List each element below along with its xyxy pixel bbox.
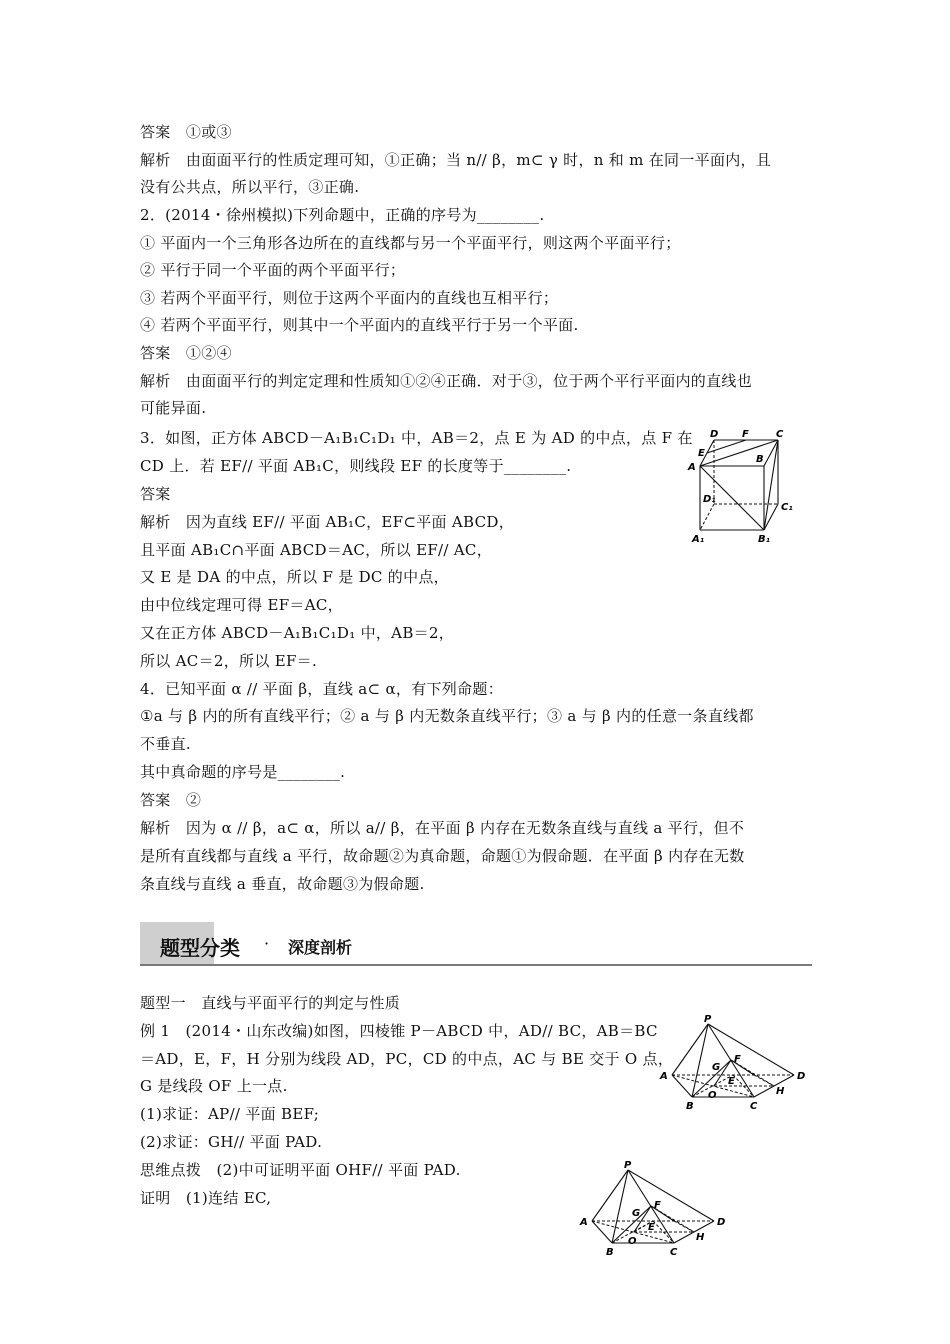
example-1-line2: ＝AD，E，F，H 分别为线段 AD，PC，CD 的中点，AC 与 BE 交于 O 点， bbox=[140, 1050, 674, 1068]
analysis-3-line1: 解析 因为直线 EF// 平面 AB₁C，EF⊂平面 ABCD， bbox=[140, 513, 515, 531]
answer-4: 答案 ② bbox=[140, 791, 202, 809]
q2-option-4: ④ 若两个平面平行，则其中一个平面内的直线平行于另一个平面. bbox=[140, 316, 579, 334]
section-banner bbox=[140, 922, 812, 966]
analysis-4-line2: 是所有直线都与直线 a 平行，故命题②为真命题，命题①为假命题．在平面 β 内存在无数 bbox=[140, 847, 745, 865]
q2-option-2: ② 平行于同一个平面的两个平面平行； bbox=[140, 261, 406, 279]
example-1-line3: G 是线段 OF 上一点. bbox=[140, 1077, 288, 1095]
pyr1-label-E: E bbox=[728, 1076, 735, 1087]
q2-option-1: ① 平面内一个三角形各边所在的直线都与另一个平面平行，则这两个平面平行； bbox=[140, 234, 681, 252]
pyr2-label-D: D bbox=[717, 1217, 726, 1228]
cube-label-A: A bbox=[688, 462, 696, 473]
q4-statements-line1: ①a 与 β 内的所有直线平行；② a 与 β 内无数条直线平行；③ a 与 β 内的任意一条直线都 bbox=[140, 707, 754, 725]
cube-label-D: D bbox=[710, 429, 719, 440]
pyr2-label-H: H bbox=[696, 1232, 705, 1243]
answer-3: 答案 bbox=[140, 485, 171, 503]
section-banner-rule bbox=[140, 964, 812, 966]
analysis-2-line2: 可能异面. bbox=[140, 399, 207, 417]
example-1-line1: 例 1 (2014・山东改编)如图，四棱锥 P－ABCD 中，AD// BC，AB＝BC bbox=[140, 1022, 658, 1040]
pyr1-label-B: B bbox=[686, 1101, 694, 1112]
cube-label-B1: B₁ bbox=[758, 534, 771, 545]
q4-statements-line2: 不垂直. bbox=[140, 735, 191, 753]
analysis-2-line1: 解析 由面面平行的判定定理和性质知①②④正确．对于③，位于两个平行平面内的直线也 bbox=[140, 372, 753, 390]
pyr2-label-C: C bbox=[670, 1247, 678, 1258]
cube-label-C1: C₁ bbox=[781, 502, 793, 513]
question-3-line2: CD 上．若 EF// 平面 AB₁C，则线段 EF 的长度等于________. bbox=[140, 457, 572, 475]
pyramid-figure-1 bbox=[658, 1012, 810, 1112]
pyr2-label-F: F bbox=[654, 1200, 661, 1211]
answer-2: 答案 ①②④ bbox=[140, 344, 232, 362]
analysis-1-line2: 没有公共点，所以平行，③正确. bbox=[140, 178, 360, 196]
cube-label-C: C bbox=[776, 429, 784, 440]
pyr1-label-O: O bbox=[708, 1090, 717, 1101]
question-4: 4．已知平面 α // 平面 β，直线 a⊂ α，有下列命题： bbox=[140, 680, 504, 698]
cube-figure bbox=[684, 428, 804, 548]
pyr1-label-D: D bbox=[797, 1071, 806, 1082]
pyr2-label-O: O bbox=[628, 1236, 637, 1247]
pyramid-figure-2 bbox=[578, 1158, 730, 1258]
pyr1-label-C: C bbox=[750, 1101, 758, 1112]
pyr1-label-A: A bbox=[660, 1071, 668, 1082]
q4-question: 其中真命题的序号是________. bbox=[140, 763, 346, 781]
analysis-3-line5: 又在正方体 ABCD－A₁B₁C₁D₁ 中，AB＝2， bbox=[140, 624, 455, 642]
proof-start: 证明 (1)连结 EC, bbox=[140, 1189, 272, 1207]
pyr1-label-H: H bbox=[776, 1086, 785, 1097]
pyr1-label-P: P bbox=[704, 1014, 712, 1025]
pyr2-label-G: G bbox=[632, 1208, 641, 1219]
section-subtitle: 深度剖析 bbox=[288, 938, 353, 957]
example-1-part2: (2)求证：GH// 平面 PAD. bbox=[140, 1133, 323, 1151]
cube-label-B: B bbox=[756, 454, 764, 465]
analysis-3-line3: 又 E 是 DA 的中点，所以 F 是 DC 的中点， bbox=[140, 568, 449, 586]
example-1-part1: (1)求证：AP// 平面 BEF; bbox=[140, 1105, 320, 1123]
cube-label-D1: D₁ bbox=[703, 494, 716, 505]
pyr2-label-P: P bbox=[624, 1160, 632, 1171]
pyr2-label-B: B bbox=[606, 1247, 614, 1258]
cube-label-F: F bbox=[742, 429, 749, 440]
q2-option-3: ③ 若两个平面平行，则位于这两个平面内的直线也互相平行； bbox=[140, 289, 559, 307]
section-title: 题型分类 bbox=[160, 936, 240, 960]
section-separator: · bbox=[264, 934, 270, 953]
analysis-3-line6: 所以 AC＝2，所以 EF＝. bbox=[140, 652, 318, 670]
question-3-line1: 3．如图，正方体 ABCD－A₁B₁C₁D₁ 中，AB＝2，点 E 为 AD 的中点，点 F 在 bbox=[140, 429, 693, 447]
analysis-4-line1: 解析 因为 α // β，a⊂ α，所以 a// β，在平面 β 内存在无数条直线与直线 a 平行，但不 bbox=[140, 819, 745, 837]
pyr1-label-G: G bbox=[712, 1062, 721, 1073]
analysis-1-line1: 解析 由面面平行的性质定理可知，①正确；当 n// β，m⊂ γ 时，n 和 m 在同一平面内，且 bbox=[140, 151, 772, 169]
analysis-3-line4: 由中位线定理可得 EF＝AC， bbox=[140, 596, 343, 614]
pyr1-label-F: F bbox=[734, 1054, 741, 1065]
topic-1-heading: 题型一 直线与平面平行的判定与性质 bbox=[140, 994, 401, 1012]
analysis-3-line2: 且平面 AB₁C∩平面 ABCD＝AC，所以 EF// AC， bbox=[140, 541, 493, 559]
cube-label-E: E bbox=[698, 448, 705, 459]
analysis-4-line3: 条直线与直线 a 垂直，故命题③为假命题. bbox=[140, 875, 425, 893]
answer-1: 答案 ①或③ bbox=[140, 123, 232, 141]
question-2: 2．(2014・徐州模拟)下列命题中，正确的序号为________. bbox=[140, 206, 545, 224]
cube-label-A1: A₁ bbox=[692, 534, 705, 545]
pyr2-label-A: A bbox=[580, 1217, 588, 1228]
thinking-hint: 思维点拨 (2)中可证明平面 OHF// 平面 PAD. bbox=[140, 1161, 461, 1179]
pyr2-label-E: E bbox=[648, 1222, 655, 1233]
